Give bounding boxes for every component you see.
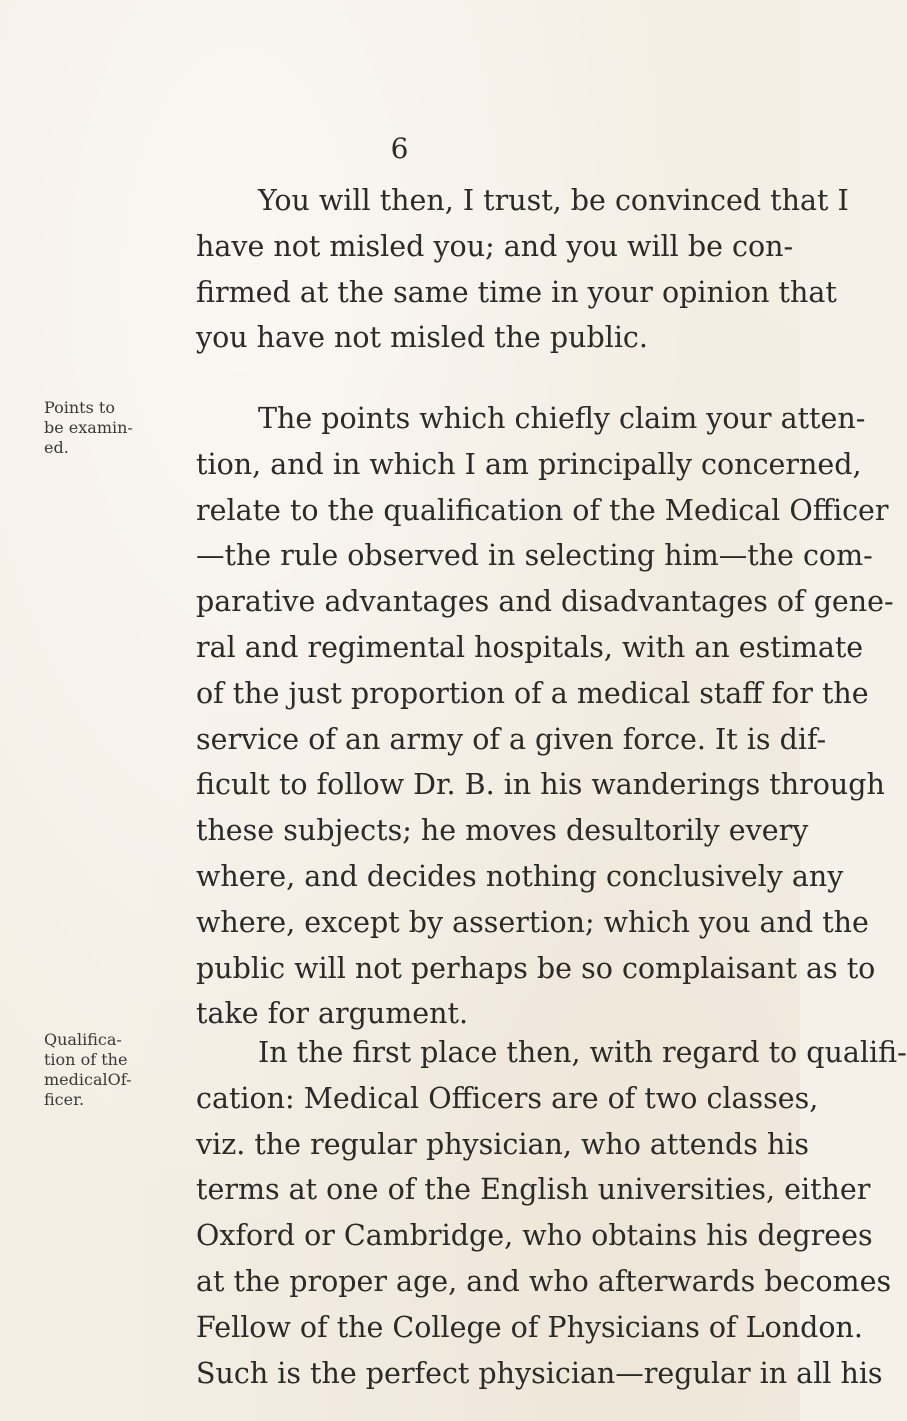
margin-note-line: medicalOf- [44, 1070, 132, 1089]
text-line: public will not perhaps be so complaisant as to [196, 951, 876, 985]
text-line: firmed at the same time in your opinion that [196, 275, 837, 309]
margin-note-line: Points to [44, 398, 115, 417]
margin-note [44, 398, 164, 458]
text-line: —the rule observed in selecting him—the com- [196, 539, 873, 573]
text-line: parative advantages and disadvantages of gene- [196, 585, 894, 619]
margin-note-line: ficer. [44, 1090, 85, 1109]
text-line: at the proper age, and who afterwards becomes [196, 1264, 892, 1298]
text-line: Such is the perfect physician—regular in all his [196, 1356, 883, 1390]
text-line: ral and regimental hospitals, with an estimate [196, 630, 864, 664]
text-line: these subjects; he moves desultorily every [196, 814, 809, 848]
margin-note-line: be examin- [44, 418, 133, 437]
paragraph [196, 1030, 907, 1396]
text-line: where, and decides nothing conclusively any [196, 859, 844, 893]
page-number: 6 [390, 132, 410, 165]
text-line: service of an army of a given force. It is dif- [196, 722, 827, 756]
text-line: viz. the regular physician, who attends his [196, 1127, 810, 1161]
margin-note-line: tion of the [44, 1050, 128, 1069]
text-line: ficult to follow Dr. B. in his wanderings through [196, 768, 885, 802]
text-line: In the first place then, with regard to qualifi- [258, 1036, 907, 1069]
text-line: Oxford or Cambridge, who obtains his degrees [196, 1219, 873, 1253]
text-line: terms at one of the English universities, either [196, 1173, 871, 1207]
paragraph [196, 178, 849, 361]
text-line: The points which chiefly claim your atten- [258, 402, 866, 435]
margin-note [44, 1030, 164, 1110]
text-line: have not misled you; and you will be con- [196, 229, 794, 263]
paragraph [196, 396, 894, 1037]
margin-note-line: Qualifica- [44, 1030, 122, 1049]
text-line: of the just proportion of a medical staff for the [196, 676, 869, 710]
text-line: where, except by assertion; which you and the [196, 905, 869, 939]
text-line: cation: Medical Officers are of two classes, [196, 1081, 819, 1115]
text-line: tion, and in which I am principally concerned, [196, 447, 862, 481]
text-line: relate to the qualification of the Medical Officer [196, 493, 889, 527]
text-line: you have not misled the public. [196, 321, 648, 355]
text-line: Fellow of the College of Physicians of London. [196, 1310, 863, 1344]
text-line: You will then, I trust, be convinced that I [258, 184, 849, 217]
margin-note-line: ed. [44, 438, 69, 457]
text-line: take for argument. [196, 997, 469, 1031]
